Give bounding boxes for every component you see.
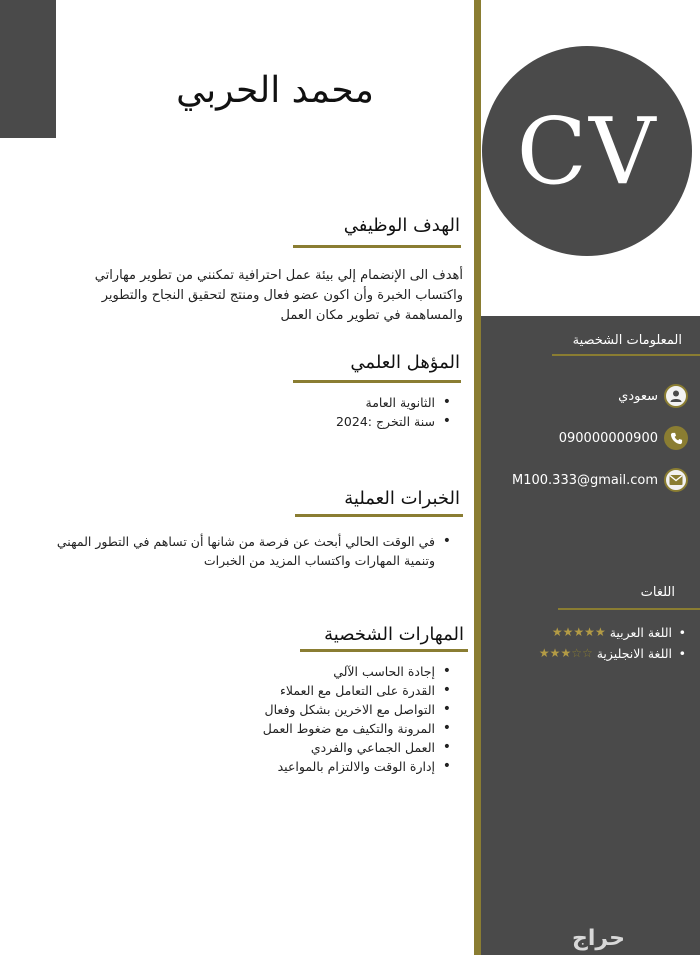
star-filled-icon: ★ <box>538 646 550 660</box>
star-filled-icon: ★ <box>584 625 595 639</box>
languages-rule <box>558 608 700 610</box>
list-item: • إدارة الوقت والالتزام بالمواعيد <box>263 757 453 776</box>
mail-icon <box>664 468 688 492</box>
language-label: • اللغة الانجليزية <box>596 646 672 661</box>
list-item: • المرونة والتكيف مع ضغوط العمل <box>263 719 453 738</box>
language-item <box>490 622 690 643</box>
nationality-value: سعودي <box>618 388 658 404</box>
experience-heading: الخبرات العملية <box>344 488 460 509</box>
cv-badge: CV <box>482 46 692 256</box>
rating-stars <box>552 622 606 643</box>
list-item: • القدرة على التعامل مع العملاء <box>263 681 453 700</box>
objective-text: أهدف الى الإنضمام إلي بيئة عمل احترافية تمكنني من تطوير مهاراتي واكتساب الخبرة وأن اكون عضو فعال ومنتج لتحقيق النجاح والتطوير والمساهمة في تطوير مكان العمل <box>94 268 463 323</box>
skills-list <box>263 662 453 776</box>
phone-row <box>492 425 688 451</box>
star-filled-icon: ★ <box>562 625 574 639</box>
personal-info-rule <box>552 354 700 356</box>
languages-list <box>490 622 690 664</box>
corner-decoration <box>0 0 56 138</box>
nationality-row <box>492 383 688 409</box>
objective-rule <box>293 245 461 248</box>
star-empty-icon: ☆ <box>581 646 593 660</box>
languages-heading: اللغات <box>640 585 675 600</box>
email-value: M100.333@gmail.com <box>512 472 658 488</box>
watermark-logo: حراج <box>572 926 625 951</box>
list-item: • التواصل مع الاخرين بشكل وفعال <box>263 700 453 719</box>
skills-rule <box>300 649 468 652</box>
divider-bar <box>474 0 481 955</box>
phone-value: 090000000900 <box>558 430 658 446</box>
rating-stars <box>539 643 593 664</box>
education-rule <box>293 380 461 383</box>
star-filled-icon: ★ <box>560 646 572 660</box>
experience-rule <box>295 514 463 517</box>
list-item: • سنة التخرج :2024 <box>336 412 453 431</box>
star-filled-icon: ★ <box>573 625 585 639</box>
user-icon <box>664 384 688 408</box>
objective-heading: الهدف الوظيفي <box>343 215 460 236</box>
star-empty-icon: ☆ <box>571 646 582 660</box>
email-row <box>492 467 688 493</box>
star-filled-icon: ★ <box>549 646 561 660</box>
list-item: • العمل الجماعي والفردي <box>263 738 453 757</box>
page-title: محمد الحربي <box>176 70 374 111</box>
language-item <box>490 643 690 664</box>
education-list <box>336 393 453 431</box>
list-item: • إجادة الحاسب الآلي <box>263 662 453 681</box>
phone-icon <box>664 426 688 450</box>
language-label: • اللغة العربية <box>609 625 672 640</box>
star-filled-icon: ★ <box>594 625 606 639</box>
experience-list <box>23 532 453 570</box>
skills-heading: المهارات الشخصية <box>324 624 464 645</box>
list-item: • في الوقت الحالي أبحث عن فرصة من شانها أن تساهم في التطور المهني وتنمية المهارات واكتساب المزيد من الخبرات <box>23 532 453 570</box>
list-item: • الثانوية العامة <box>336 393 453 412</box>
personal-info-heading: المعلومات الشخصية <box>572 333 682 348</box>
star-filled-icon: ★ <box>551 625 563 639</box>
education-heading: المؤهل العلمي <box>350 352 460 373</box>
